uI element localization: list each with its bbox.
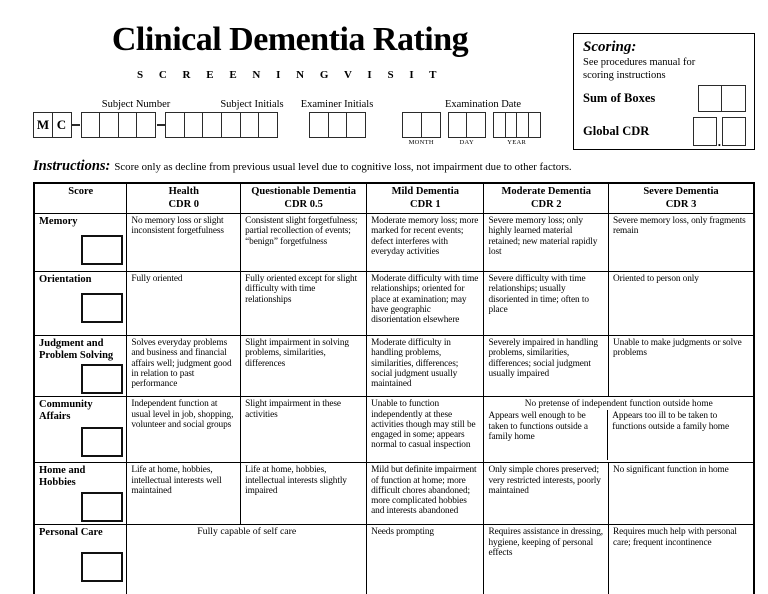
judgment-row	[34, 336, 754, 397]
orientation-cdr0-cell: Fully oriented	[127, 272, 241, 336]
subject-number-box[interactable]	[118, 112, 138, 138]
subject-number-label: Subject Number	[101, 99, 171, 110]
orientation-cdr2-cell: Severe difficulty with time relationships; usually disoriented in time; often to place	[484, 272, 609, 336]
home-hobbies-cdr3-cell: No significant function in home	[609, 463, 754, 525]
home-hobbies-label-cell: Home and Hobbies	[34, 463, 127, 525]
community-affairs-cdr1-cell: Unable to function independently at these activities though may still be engaged in some; appears normal to casual inspection	[367, 397, 484, 463]
personal-care-cdr3-cell: Requires much help with personal care; frequent incontinence	[609, 525, 754, 594]
personal-care-score-box[interactable]	[81, 552, 123, 582]
cdr05-column-header: Questionable Dementia CDR 0.5	[241, 183, 367, 214]
examiner-initials-box[interactable]	[328, 112, 348, 138]
community-affairs-cdr2-text: Appears well enough to be taken to functions outside a family home	[484, 410, 608, 460]
home-hobbies-score-box[interactable]	[81, 492, 123, 522]
home-hobbies-cdr0-cell: Life at home, hobbies, intellectual interests well maintained	[127, 463, 241, 525]
community-affairs-cdr05-cell: Slight impairment in these activities	[241, 397, 367, 463]
dash-separator	[72, 124, 80, 126]
month-sublabel: MONTH	[408, 139, 434, 146]
home-hobbies-row	[34, 463, 754, 525]
cdr1-column-header: Mild Dementia CDR 1	[367, 183, 484, 214]
memory-score-box[interactable]	[81, 235, 123, 265]
cdr2-column-header: Moderate Dementia CDR 2	[484, 183, 609, 214]
exam-date-year-box[interactable]	[528, 112, 541, 138]
memory-cdr1-cell: Moderate memory loss; more marked for recent events; defect interferes with everyday activities	[367, 214, 484, 272]
subject-number-prefix-m: M	[33, 112, 53, 138]
sum-of-boxes-label: Sum of Boxes	[583, 91, 656, 106]
examiner-initials-group	[294, 99, 380, 138]
subject-number-group	[33, 99, 239, 138]
scoring-title: Scoring:	[583, 39, 637, 55]
orientation-cdr1-cell: Moderate difficulty with time relationships; oriented for place at examination; may have geographic disorientation elsewhere	[367, 272, 484, 336]
judgment-score-box[interactable]	[81, 364, 123, 394]
page-subtitle: S C R E E N I N G V I S I T	[136, 68, 444, 81]
table-header-row	[34, 183, 754, 214]
orientation-score-box[interactable]	[81, 293, 123, 323]
global-cdr-box[interactable]	[722, 117, 746, 146]
year-sublabel: YEAR	[507, 139, 527, 146]
dash-separator	[157, 124, 165, 126]
subject-initials-box[interactable]	[258, 112, 278, 138]
subject-number-box[interactable]	[165, 112, 185, 138]
subject-initials-box[interactable]	[221, 112, 241, 138]
personal-care-cdr0-cdr05-cell: Fully capable of self care	[127, 525, 367, 594]
subject-number-box[interactable]	[99, 112, 119, 138]
personal-care-cdr2-cell: Requires assistance in dressing, hygiene, keeping of personal effects	[484, 525, 609, 594]
global-cdr-label: Global CDR	[583, 124, 650, 139]
cdr3-column-header: Severe Dementia CDR 3	[609, 183, 754, 214]
judgment-cdr05-cell: Slight impairment in solving problems, similarities, differences	[241, 336, 367, 397]
community-affairs-row	[34, 397, 754, 463]
memory-cdr2-cell: Severe memory loss; only highly learned material retained; new material rapidly lost	[484, 214, 609, 272]
examiner-initials-label: Examiner Initials	[300, 99, 374, 110]
examination-date-label: Examination Date	[444, 99, 522, 110]
examiner-initials-box[interactable]	[346, 112, 366, 138]
day-sublabel: DAY	[459, 139, 474, 146]
orientation-label-cell: Orientation	[34, 272, 127, 336]
subject-initials-box[interactable]	[240, 112, 260, 138]
community-affairs-score-box[interactable]	[81, 427, 123, 457]
instructions-line	[33, 158, 757, 175]
instructions-label: Instructions:	[33, 158, 111, 174]
personal-care-cdr1-cell: Needs prompting	[367, 525, 484, 594]
judgment-label-cell: Judgment and Problem Solving	[34, 336, 127, 397]
home-hobbies-cdr05-cell: Life at home, hobbies, intellectual interests slightly impaired	[241, 463, 367, 525]
judgment-cdr0-cell: Solves everyday problems and business and financial affairs well; judgment good in relation to past performance	[127, 336, 241, 397]
memory-row	[34, 214, 754, 272]
subject-initials-label: Subject Initials	[220, 99, 284, 110]
memory-cdr3-cell: Severe memory loss, only fragments remain	[609, 214, 754, 272]
form-header	[0, 22, 580, 81]
personal-care-label-cell: Personal Care	[34, 525, 127, 594]
sum-of-boxes-box[interactable]	[698, 85, 723, 112]
exam-date-day-box[interactable]	[466, 112, 486, 138]
exam-date-month-box[interactable]	[421, 112, 441, 138]
judgment-cdr2-cell: Severely impaired in handling problems, similarities, differences; social judgment usually impaired	[484, 336, 609, 397]
scoring-note: See procedures manual for scoring instructions	[583, 57, 696, 81]
examination-date-group	[402, 99, 564, 146]
community-affairs-cdr0-cell: Independent function at usual level in job, shopping, volunteer and social groups	[127, 397, 241, 463]
subject-initials-group	[212, 99, 292, 138]
scoring-panel	[573, 33, 755, 150]
community-affairs-cdr2-cdr3-cell	[484, 397, 754, 463]
home-hobbies-cdr1-cell: Mild but definite impairment of function at home; more difficult chores abandoned; more complicated hobbies and interests abandoned	[367, 463, 484, 525]
cdr-rating-table	[33, 182, 755, 594]
no-pretense-header: No pretense of independent function outside home	[524, 399, 713, 410]
judgment-cdr1-cell: Moderate difficulty in handling problems, similarities, differences; social judgment usually maintained	[367, 336, 484, 397]
subject-number-box[interactable]	[184, 112, 204, 138]
decimal-point: .	[717, 134, 721, 150]
home-hobbies-cdr2-cell: Only simple chores preserved; very restricted interests, poorly maintained	[484, 463, 609, 525]
instructions-text: Score only as decline from previous usual level due to cognitive loss, not impairment due to other factors.	[114, 161, 572, 173]
subject-number-prefix-c: C	[52, 112, 72, 138]
global-cdr-box[interactable]	[693, 117, 717, 146]
page-title: Clinical Dementia Rating	[111, 21, 469, 58]
orientation-row	[34, 272, 754, 336]
memory-cdr0-cell: No memory loss or slight inconsistent forgetfulness	[127, 214, 241, 272]
memory-cdr05-cell: Consistent slight forgetfulness; partial recollection of events; “benign” forgetfulness	[241, 214, 367, 272]
sum-of-boxes-box[interactable]	[721, 85, 746, 112]
orientation-cdr05-cell: Fully oriented except for slight difficulty with time relationships	[241, 272, 367, 336]
exam-date-month-box[interactable]	[402, 112, 422, 138]
exam-date-day-box[interactable]	[448, 112, 468, 138]
judgment-cdr3-cell: Unable to make judgments or solve problems	[609, 336, 754, 397]
examiner-initials-box[interactable]	[309, 112, 329, 138]
score-column-header: Score	[34, 183, 127, 214]
personal-care-row	[34, 525, 754, 594]
community-affairs-cdr3-text: Appears too ill to be taken to functions outside a family home	[612, 411, 729, 432]
subject-number-box[interactable]	[136, 112, 156, 138]
orientation-cdr3-cell: Oriented to person only	[609, 272, 754, 336]
memory-label-cell: Memory	[34, 214, 127, 272]
cdr0-column-header: Health CDR 0	[127, 183, 241, 214]
community-affairs-label-cell: Community Affairs	[34, 397, 127, 463]
subject-number-box[interactable]	[81, 112, 101, 138]
